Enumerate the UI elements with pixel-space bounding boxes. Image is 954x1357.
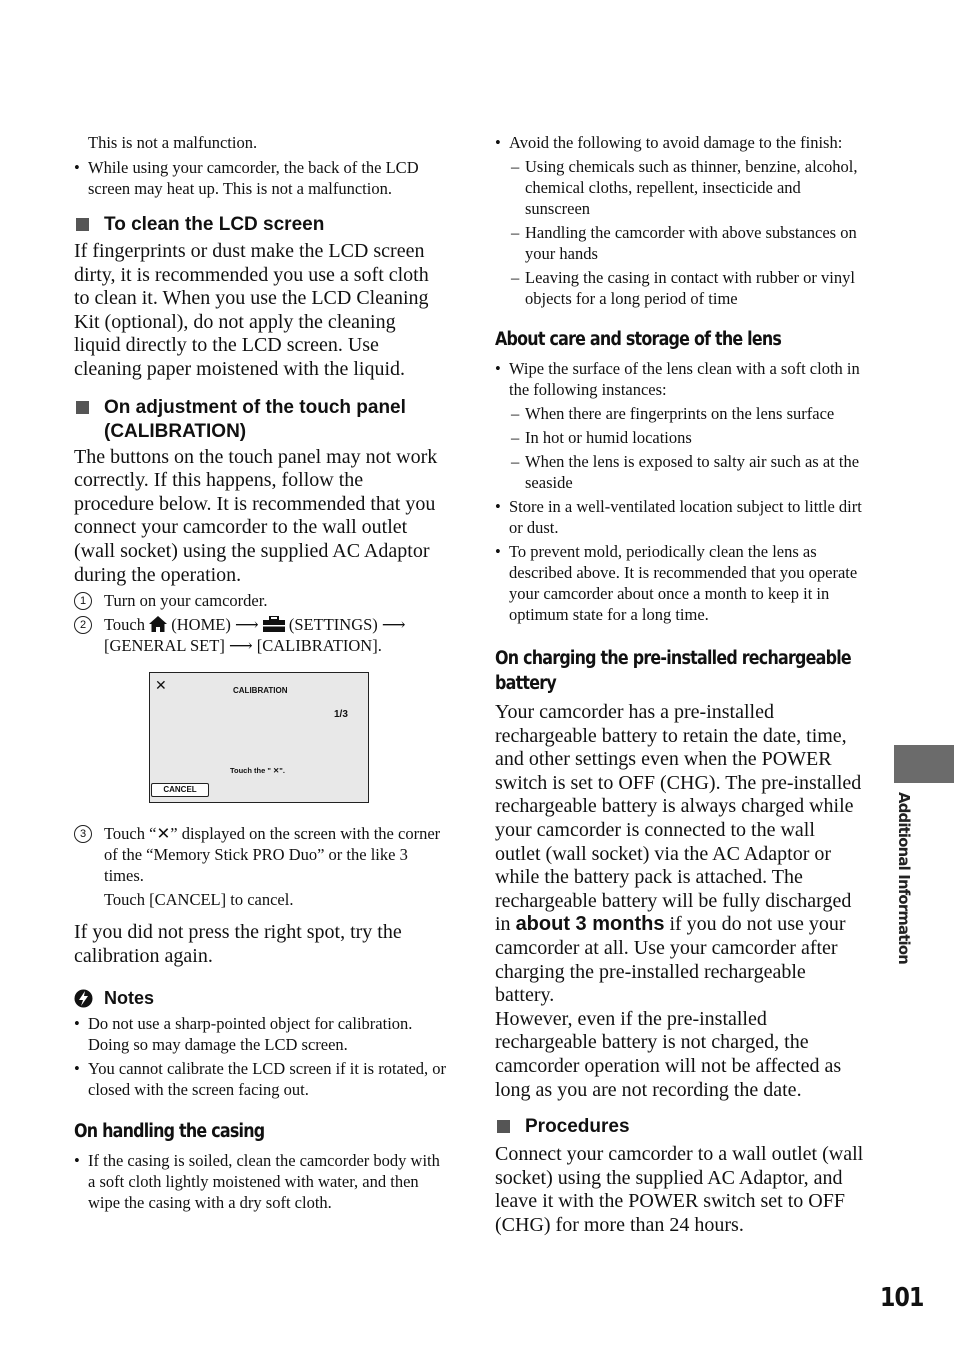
side-tab-label: [893, 792, 917, 967]
heading-lens: About care and storage of the lens: [495, 329, 782, 350]
step-number: 2: [74, 616, 92, 634]
bullet-lens-3: • To prevent mold, periodically clean the lens as described above. It is recommended that you operate your camcorder about once a month to keep it in optimum state for a long time.: [495, 541, 865, 625]
step-settings: (SETTINGS): [288, 615, 378, 635]
step-calibration: [CALIBRATION].: [256, 636, 382, 656]
step-number: 3: [74, 825, 92, 843]
step-text: Turn on your camcorder.: [104, 591, 268, 611]
avoid-item-1: – Using chemicals such as thinner, benzine, alcohol, chemical cloths, repellent, insecticide and sunscreen: [495, 156, 865, 219]
right-column: [495, 132, 865, 1237]
screen-cancel-button: CANCEL: [151, 783, 209, 797]
screen-page: 1/3: [334, 709, 348, 721]
battery-text-a: Your camcorder has a pre-installed rechargeable battery to retain the date, time, and other settings even when the POWER switch is set to OFF (CHG). The pre-installed rechargeable battery is always charged while your camcorder is connected to the wall outlet (wall socket) via the AC Adaptor or while the battery pack is attached. The rechargeable battery will be fully discharged in: [495, 701, 862, 936]
close-icon: ✕: [155, 677, 167, 694]
step-3: [74, 823, 446, 886]
lens-item-b: – In hot or humid locations: [495, 427, 865, 448]
screen-title: CALIBRATION: [233, 686, 288, 696]
step-1: [74, 590, 446, 611]
heading-battery: On charging the pre-installed rechargeable battery: [495, 648, 851, 694]
battery-text-b: if you do not use your camcorder at all. Use your camcorder after charging the pre-installed rechargeable battery.: [495, 913, 846, 1007]
step-3-cancel: Touch [CANCEL] to cancel.: [104, 890, 294, 910]
step-number: 1: [74, 592, 92, 610]
paragraph-battery-1: [495, 701, 865, 1008]
paragraph-procedures: Connect your camcorder to a wall outlet (wall socket) using the supplied AC Adaptor, and leave it with the POWER switch set to OFF (CHG) for more than 24 hours.: [495, 1143, 864, 1236]
lens-item-c: – When the lens is exposed to salty air such as at the seaside: [495, 451, 865, 493]
arrow-right-icon: ⟶: [234, 615, 259, 635]
paragraph-calibration: The buttons on the touch panel may not work correctly. If this happens, follow the procedure below. It is recommended that you connect your camcorder to the wall outlet (wall socket) using the supplied AC Adaptor during the operation.: [74, 445, 438, 586]
toolbox-icon: [263, 616, 285, 632]
avoid-item-2: – Handling the camcorder with above substances on your hands: [495, 222, 865, 264]
paragraph-clean-lcd: If fingerprints or dust make the LCD screen dirty, it is recommended you use a soft cloth to clean it. When you use the LCD Cleaning Kit (optional), do not apply the cleaning liquid directly to the LCD screen. Use cleaning paper moistened with the liquid.: [74, 240, 429, 380]
notes-title: Notes: [104, 988, 155, 1009]
screen-prompt: Touch the " ✕".: [230, 766, 285, 776]
side-tab-text: Additional Information: [895, 792, 913, 966]
step-2: [74, 614, 446, 656]
note-2: • You cannot calibrate the LCD screen if it is rotated, or closed with the screen facing out.: [74, 1058, 446, 1100]
notes-icon: [74, 989, 93, 1008]
notes-heading: [74, 986, 446, 1010]
step-home: (HOME): [171, 615, 231, 635]
avoid-item-3: – Leaving the casing in contact with rubber or vinyl objects for a long period of time: [495, 267, 865, 309]
step-general-set: [GENERAL SET]: [104, 636, 225, 656]
bullet-casing: • If the casing is soiled, clean the camcorder body with a soft cloth lightly moistened with water, and then wipe the casing with a dry soft cloth.: [74, 1150, 446, 1213]
page-number: 101: [880, 1283, 924, 1313]
battery-emphasis: about 3 months: [515, 913, 665, 936]
paragraph-battery-2: However, even if the pre-installed rechargeable battery is not charged, the camcorder operation will not be affected as long as you are not recording the date.: [495, 1007, 842, 1101]
left-column: [74, 132, 446, 1213]
calibration-screen-illustration: [149, 672, 369, 803]
note-1: • Do not use a sharp-pointed object for calibration. Doing so may damage the LCD screen.: [74, 1013, 446, 1055]
continuation-text: This is not a malfunction.: [88, 133, 258, 152]
arrow-right-icon: ⟶: [228, 636, 253, 656]
heading-clean-lcd: To clean the LCD screen: [74, 213, 446, 237]
section-tab-marker: [894, 745, 954, 783]
bullet-heat: • While using your camcorder, the back of the LCD screen may heat up. This is not a malfunction.: [74, 157, 446, 199]
bullet-lens-2: • Store in a well-ventilated location subject to little dirt or dust.: [495, 496, 865, 538]
heading-casing: On handling the casing: [74, 1121, 265, 1143]
paragraph-retry: If you did not press the right spot, try the calibration again.: [74, 921, 402, 967]
step-touch: Touch: [104, 615, 146, 635]
lens-item-a: – When there are fingerprints on the lens surface: [495, 403, 865, 424]
heading-procedures: Procedures: [495, 1115, 865, 1139]
bullet-lens-1: • Wipe the surface of the lens clean with a soft cloth in the following instances:: [495, 358, 865, 400]
bullet-avoid: • Avoid the following to avoid damage to the finish:: [495, 132, 865, 153]
home-icon: [149, 616, 167, 632]
step-text: Touch “✕” displayed on the screen with the corner of the “Memory Stick PRO Duo” or the like 3 times.: [104, 824, 441, 886]
arrow-right-icon: ⟶: [381, 615, 406, 635]
heading-calibration: On adjustment of the touch panel (CALIBRATION): [74, 396, 446, 444]
